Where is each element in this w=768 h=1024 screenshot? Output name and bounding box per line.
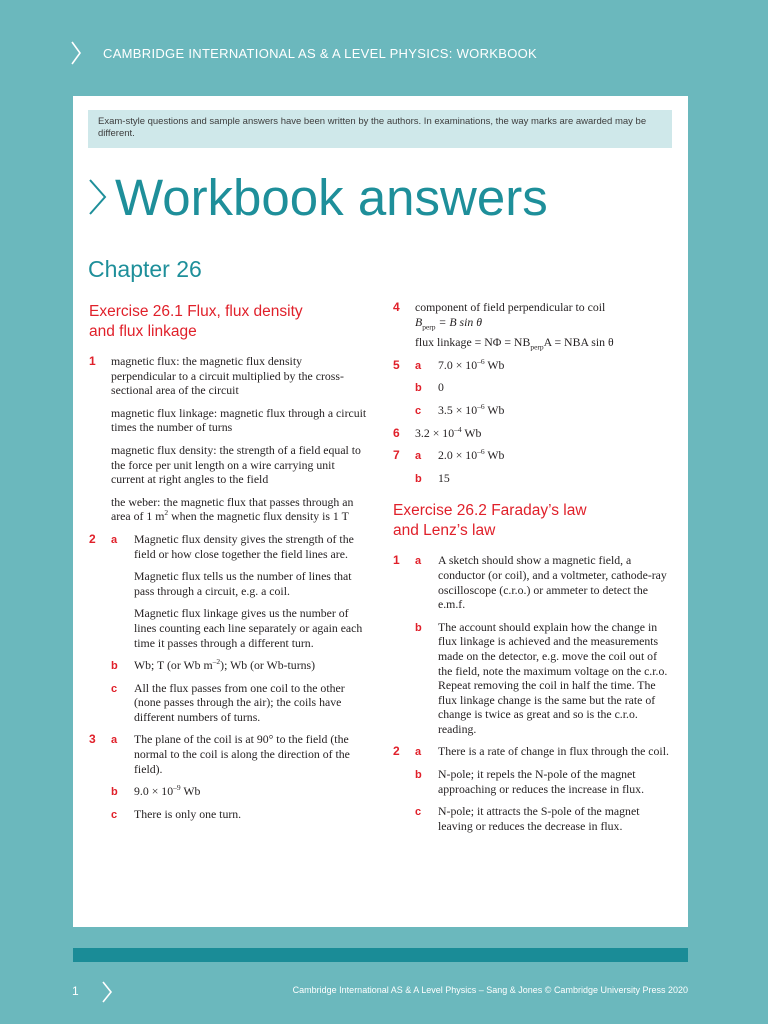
part-label: a: [415, 746, 422, 759]
answer-text: There is only one turn.: [134, 806, 242, 821]
part-label: c: [415, 806, 422, 819]
copyright-text: Cambridge International AS & A Level Physics – Sang & Jones © Cambridge University Press 2020: [292, 985, 688, 995]
answer-text: 15: [438, 470, 450, 485]
part-a: [393, 744, 673, 759]
part-label: a: [415, 555, 422, 568]
answer-text: $9.0 \times 10^{-9}$ Wb: [134, 783, 201, 799]
part-label: b: [111, 786, 118, 799]
part-c: [89, 681, 369, 725]
question-number: 5: [393, 357, 400, 372]
answer-text: $3.2 \times 10^{-4}$ Wb: [415, 424, 482, 440]
part-label: a: [415, 450, 422, 463]
question-5: [393, 358, 673, 418]
part-a: [89, 532, 369, 650]
answer-text: There is a rate of change in flux through the coil.: [438, 744, 669, 759]
answer-text: Magnetic flux density gives the strength of the field or how close together the field lines are.: [134, 531, 354, 561]
part-b: [393, 620, 673, 737]
part-label: b: [111, 660, 118, 673]
footer-bar: [73, 948, 688, 962]
answer-text: A sketch should show a magnetic field, a conductor (or coil), and a voltmeter, cathode-ray oscilloscope (c.r.o.) or ammeter to detect the e.m.f.: [438, 553, 667, 612]
exercise-heading-line: and Lenz’s law: [393, 522, 496, 540]
question-number: 2: [393, 744, 400, 759]
question-number: 4: [393, 300, 400, 314]
part-b: [89, 658, 369, 673]
part-b: [89, 784, 369, 799]
part-a: [89, 732, 369, 776]
answer-text: $2.0 \times 10^{-6}$ Wb: [438, 447, 505, 463]
answer-text: Magnetic flux linkage gives us the number of lines counting each line separately or again each time it passes through a different turn.: [134, 606, 363, 650]
answer-text: Wb; T (or Wb $m^{-2}$); Wb (or Wb-turns): [134, 657, 316, 673]
page-content: [73, 96, 688, 927]
exam-notice: Exam-style questions and sample answers have been written by the authors. In examinations, the way marks are awarded may be different.: [88, 110, 672, 148]
question-6: [393, 426, 673, 441]
part-b: [393, 380, 673, 395]
answer-text: component of field perpendicular to coil $B_{perp} = B$ sin θ: [415, 300, 606, 331]
page-title-text: Workbook answers: [115, 169, 548, 226]
answer-text: The account should explain how the change in flux linkage is achieved and the measurements made on the detector, e.g. move the coil out of the field, note the maximum voltage on the c.r.o. Repeat removing the coil in half the time. The flux linkage change is the same but the rate of change is twice as great and so is the c.r.o. reading.: [438, 619, 668, 736]
chapter-heading: Chapter 26: [88, 256, 202, 282]
exercise-heading-line: Exercise 26.1 Flux, flux density: [89, 303, 303, 320]
part-c: [89, 807, 369, 822]
part-label: c: [415, 404, 422, 417]
question-2: [89, 532, 369, 725]
chevron-right-icon: [101, 980, 113, 1004]
answer-text: magnetic flux: the magnetic flux density perpendicular to a circuit multiplied by the cross-sectional area of the circuit: [111, 354, 344, 398]
answer-text: All the flux passes from one coil to the other (none passes through the air); the coils have different numbers of turns.: [134, 680, 345, 724]
part-label: a: [111, 533, 118, 546]
part-label: a: [415, 359, 422, 372]
question-number: 3: [89, 732, 96, 747]
part-label: b: [415, 472, 422, 485]
running-header: [0, 36, 768, 72]
page-footer: [0, 974, 768, 1004]
question-number: 6: [393, 425, 400, 440]
page-title: [87, 168, 548, 228]
answer-text: flux linkage = $N\Phi = NB_{perp}A$ = NBA sin θ: [415, 335, 614, 352]
left-column: [89, 302, 369, 829]
chevron-right-icon: [70, 40, 82, 66]
part-a: [393, 553, 673, 611]
question-3: [89, 732, 369, 821]
header-title: CAMBRIDGE INTERNATIONAL AS & A LEVEL PHYSICS: WORKBOOK: [103, 46, 537, 61]
exercise-heading-line: and flux linkage: [89, 323, 197, 340]
answer-text: $7.0 \times 10^{-6}$ Wb: [438, 356, 505, 372]
question-number: 1: [393, 553, 400, 568]
answer-text: The plane of the coil is at 90° to the field (the normal to the coil is along the direction of the field).: [134, 732, 350, 776]
question-2: [393, 744, 673, 833]
answer-text: magnetic flux density: the strength of a field equal to the force per unit length on a wire carrying unit current at right angles to the field: [111, 442, 361, 487]
part-a: [393, 358, 673, 373]
part-c: [393, 804, 673, 833]
answer-text: $3.5 \times 10^{-6}$ Wb: [438, 402, 505, 417]
answer-text: the weber: the magnetic flux that passes through an area of 1 $m^2$ when the magnetic flux density is 1 T: [111, 494, 354, 524]
answer-text: N-pole; it repels the N-pole of the magnet approaching or reduces the increase in flux.: [438, 767, 645, 796]
answer-text: Magnetic flux tells us the number of lines that pass through a circuit, e.g. a coil.: [134, 569, 352, 598]
part-label: a: [111, 734, 118, 747]
part-b: [393, 767, 673, 796]
exercise-heading: [393, 501, 673, 541]
question-1: [89, 354, 369, 524]
question-number: 2: [89, 531, 96, 546]
exercise-heading-line: Exercise 26.2 Faraday’s law: [393, 502, 587, 520]
exercise-heading: [89, 302, 369, 342]
part-label: b: [415, 382, 422, 395]
part-label: b: [415, 769, 422, 782]
question-1: [393, 553, 673, 736]
question-7: [393, 448, 673, 485]
part-a: [393, 448, 673, 463]
answer-text: 0: [438, 380, 444, 395]
right-column: [393, 300, 673, 841]
part-label: c: [111, 808, 118, 821]
page-number: 1: [72, 984, 79, 998]
chevron-right-icon: [87, 177, 109, 217]
part-label: b: [415, 621, 422, 634]
part-b: [393, 471, 673, 486]
answer-text: magnetic flux linkage: magnetic flux through a circuit times the number of turns: [111, 405, 367, 435]
answer-text: N-pole; it attracts the S-pole of the magnet leaving or reduces the decrease in flux.: [438, 804, 640, 833]
question-number: 7: [393, 448, 400, 463]
question-number: 1: [89, 354, 96, 368]
part-c: [393, 403, 673, 418]
part-label: c: [111, 682, 118, 695]
question-4: [393, 300, 673, 350]
